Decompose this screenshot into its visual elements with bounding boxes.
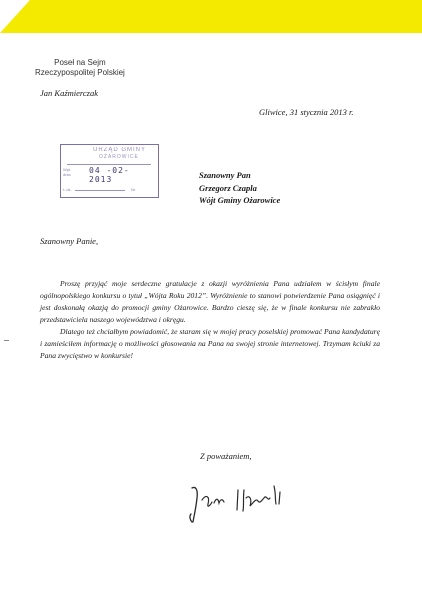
addressee-salutation: Szanowny Pan bbox=[199, 170, 251, 180]
stamp-lp-label: L.dz. bbox=[63, 187, 72, 192]
header-bar-corner bbox=[0, 0, 30, 33]
fold-mark bbox=[4, 340, 9, 341]
stamp-rule bbox=[75, 190, 125, 191]
stamp-office-line: URZĄD GMINY bbox=[93, 147, 146, 153]
sender-block bbox=[35, 58, 125, 78]
sender-title: Poseł na Sejm bbox=[54, 58, 106, 67]
handwritten-signature bbox=[188, 476, 303, 526]
sender-institution: Rzeczypospolitej Polskiej bbox=[35, 68, 125, 77]
header-color-bar bbox=[0, 0, 422, 33]
letter-salutation: Szanowny Panie, bbox=[40, 236, 99, 246]
letter-closing: Z poważaniem, bbox=[200, 451, 252, 461]
stamp-nr-label: Nr bbox=[131, 187, 136, 192]
addressee-name: Grzegorz Czapla bbox=[199, 182, 257, 193]
body-paragraph: Dlatego też chciałbym powiadomić, że staram się w mojej pracy poselskiej promować Pana kandydaturę i zamieściłem informację o możliwości głosowania na Pana na swojej stronie internetowej. Trzymam kciuki za Pana zwycięstwo w konkursie! bbox=[40, 327, 380, 360]
stamp-received-label: Wpł. dnia bbox=[63, 167, 71, 177]
addressee-block bbox=[199, 169, 280, 207]
stamp-location-line: OŻAROWICE bbox=[99, 154, 139, 160]
body-paragraph: Proszę przyjąć moje serdeczne gratulacje z okazji wyróżnienia Pana udziałem w ścisłym finale ogólnopolskiego konkursu o tytuł „Wójta Roku 2012”. Wyróżnienie to stanowi potwierdzenie Pana osiągnięć i jest doskonałą okazją do promocji gminy Ożarowice. Bardzo cieszę się, że w finale konkursu nie zabrakło przedstawiciela naszego województwa i okręgu. bbox=[40, 279, 380, 324]
addressee-title: Wójt Gminy Ożarowice bbox=[199, 195, 281, 205]
sender-name: Jan Kaźmierczak bbox=[40, 88, 98, 98]
stamp-header bbox=[67, 146, 151, 165]
stamp-received-date: 04 -02- 2013 bbox=[89, 166, 130, 184]
received-stamp bbox=[60, 144, 159, 198]
letter-body bbox=[40, 278, 380, 362]
letter-date: Gliwice, 31 stycznia 2013 r. bbox=[259, 107, 354, 117]
